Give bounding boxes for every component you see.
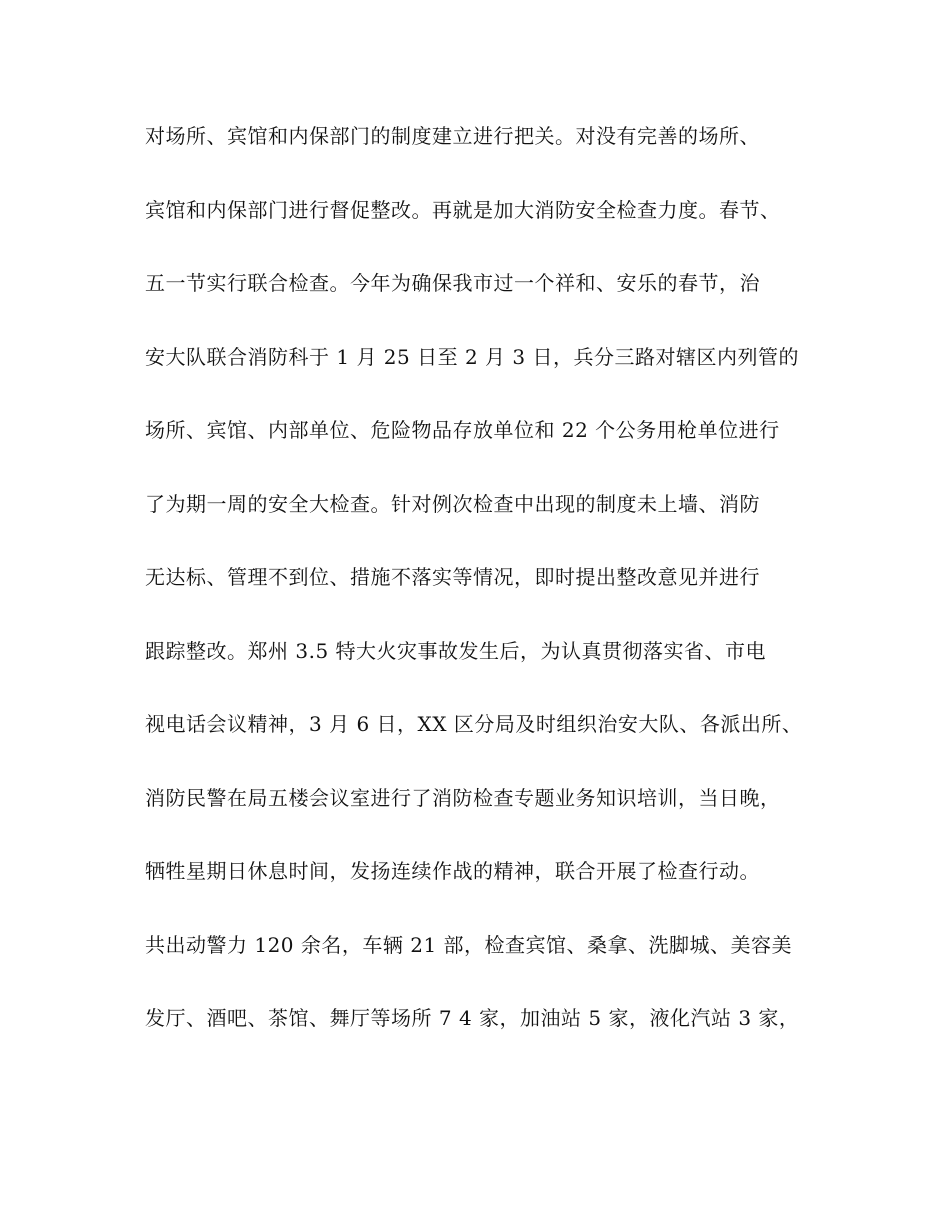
text-line-1: 对场所、宾馆和内保部门的制度建立进行把关。对没有完善的场所、: [145, 124, 760, 148]
text-line-13: 发厅、酒吧、茶馆、舞厅等场所 7 4 家，加油站 5 家，液化汽站 3 家，: [145, 1006, 800, 1030]
text-line-3: 五一节实行联合检查。今年为确保我市过一个祥和、安乐的春节，治: [145, 271, 760, 295]
text-line-5: 场所、宾馆、内部单位、危险物品存放单位和 22 个公务用枪单位进行: [145, 418, 780, 442]
text-line-9: 视电话会议精神，3 月 6 日，XX 区分局及时组织治安大队、各派出所、: [145, 712, 803, 736]
text-line-12: 共出动警力 120 余名，车辆 21 部，检查宾馆、桑拿、洗脚城、美容美: [145, 932, 793, 957]
text-line-7: 无达标、管理不到位、措施不落实等情况，即时提出整改意见并进行: [145, 565, 760, 589]
text-line-2: 宾馆和内保部门进行督促整改。再就是加大消防安全检查力度。春节、: [145, 197, 781, 222]
text-line-8: 跟踪整改。郑州 3.5 特大火灾事故发生后，为认真贯彻落实省、市电: [145, 638, 767, 663]
body-text: [145, 115, 815, 1071]
text-line-11: 牺牲星期日休息时间，发扬连续作战的精神，联合开展了检查行动。: [145, 859, 760, 883]
text-line-6: 了为期一周的安全大检查。针对例次检查中出现的制度未上墙、消防: [145, 491, 760, 516]
text-line-10: 消防民警在局五楼会议室进行了消防检查专题业务知识培训，当日晚，: [145, 785, 781, 810]
text-line-4: 安大队联合消防科于 1 月 25 日至 2 月 3 日，兵分三路对辖区内列管的: [145, 344, 799, 369]
